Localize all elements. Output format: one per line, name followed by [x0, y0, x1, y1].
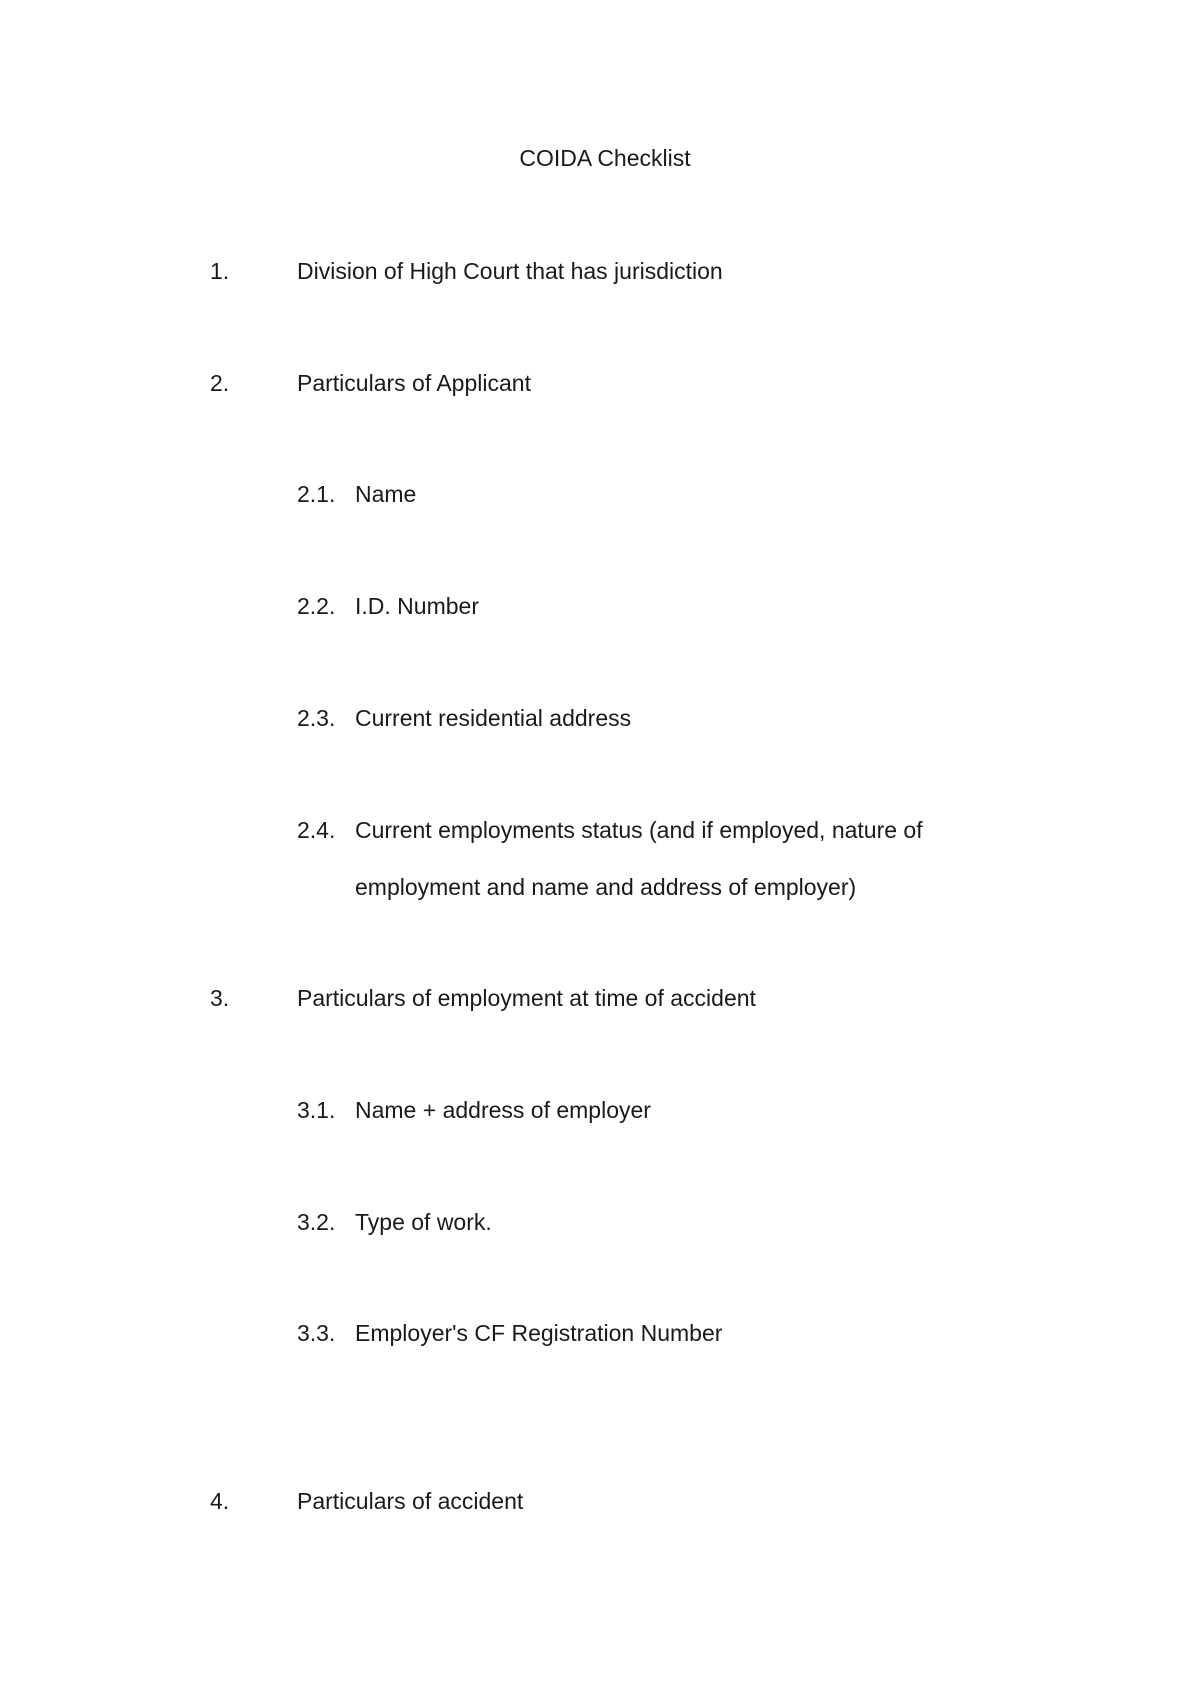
subitem-text: I.D. Number	[355, 593, 479, 619]
subitem-number: 2.3.	[297, 705, 336, 731]
subitem-text: Name	[355, 481, 417, 507]
item-number: 4.	[210, 1488, 230, 1514]
item-text: Division of High Court that has jurisdiction	[297, 258, 723, 284]
page-title: COIDA Checklist	[519, 145, 691, 171]
subitem-number: 3.2.	[297, 1209, 336, 1235]
subitem-text: Current employments status (and if employed, nature of	[355, 817, 923, 843]
item-text: Particulars of employment at time of accident	[297, 985, 756, 1011]
item-number: 2.	[210, 370, 230, 396]
subitem-number: 2.1.	[297, 481, 336, 507]
item-text: Particulars of accident	[297, 1488, 524, 1514]
subitem-number: 2.2.	[297, 593, 336, 619]
item-text: Particulars of Applicant	[297, 370, 531, 396]
subitem-number: 3.1.	[297, 1097, 336, 1123]
subitem-number: 3.3.	[297, 1320, 336, 1346]
subitem-text: Employer's CF Registration Number	[355, 1320, 723, 1346]
subitem-number: 2.4.	[297, 817, 336, 843]
subitem-text: Current residential address	[355, 705, 632, 731]
subitem-text-continuation: employment and name and address of employer)	[355, 874, 857, 900]
subitem-text: Type of work.	[355, 1209, 492, 1235]
item-number: 1.	[210, 258, 230, 284]
subitem-text: Name + address of employer	[355, 1097, 651, 1123]
item-number: 3.	[210, 985, 230, 1011]
